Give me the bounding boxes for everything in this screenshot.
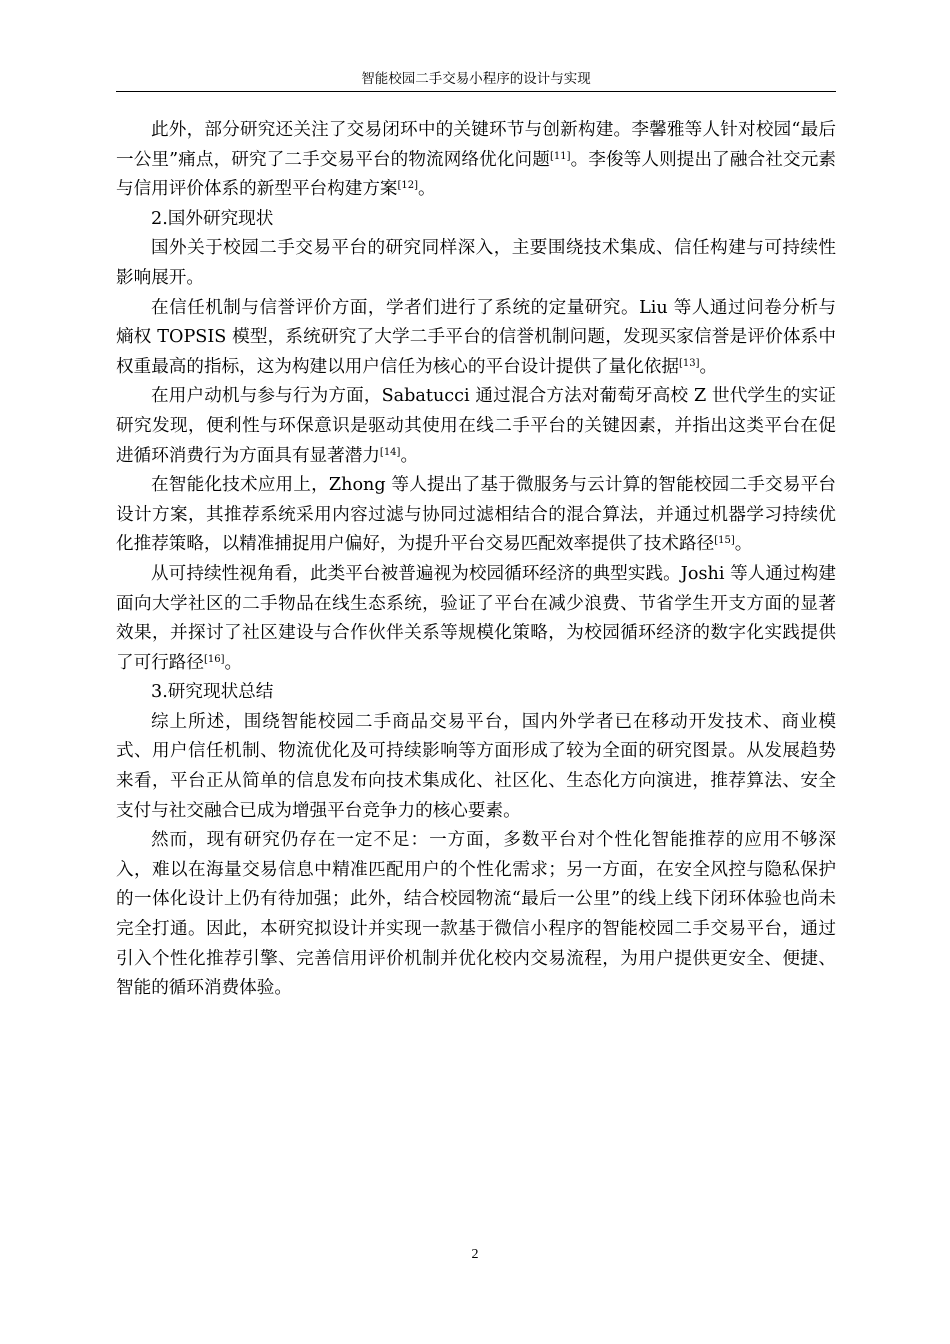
citation-16: [16]	[203, 653, 225, 665]
paragraph-sustainability	[116, 560, 836, 678]
paragraph-text: 。	[224, 652, 243, 673]
section-heading-foreign-research: 2.国外研究现状	[151, 208, 274, 229]
citation-12: [12]	[397, 180, 419, 192]
paragraph-domestic-logistics	[116, 116, 836, 205]
body-text	[116, 116, 836, 1004]
paragraph-text: 综上所述，围绕智能校园二手商品交易平台，国内外学者已在移动开发技术、商业模式、用户信任机制、物流优化及可持续影响等方面形成了较为全面的研究图景。从发展趋势来看，平台正从简单的信息发布向技术集成化、社区化、生态化方向演进，推荐算法、安全支付与社交融合已成为增强平台竞争力的核心要素。	[116, 711, 836, 821]
page-number: 2	[471, 1247, 479, 1262]
header-rule	[116, 91, 836, 92]
paragraph-text: 。李俊等人则提出了融合社交元素与信用评价体系的新型平台构建方案	[116, 149, 836, 200]
citation-15: [15]	[714, 535, 735, 547]
paragraph-text: 。	[400, 445, 419, 466]
paragraph-text: 此外，部分研究还关注了交易闭环中的关键环节与创新构建。李馨雅等人针对校园“最后一公里”痛点，研究了二手交易平台的物流网络优化问题	[116, 120, 836, 170]
paragraph-intelligent-tech	[116, 471, 836, 560]
paragraph-text: 。	[734, 534, 753, 555]
paragraph-foreign-overview	[116, 234, 836, 293]
paragraph-shortcomings	[116, 826, 836, 1004]
paragraph-text: 在智能化技术应用上，Zhong 等人提出了基于微服务与云计算的智能校园二手交易平台设计方案，其推荐系统采用内容过滤与协同过滤相结合的混合算法，并通过机器学习持续优化推荐策略，以精准捕捉用户偏好，为提升平台交易匹配效率提供了技术路径	[116, 475, 836, 555]
paragraph-text: 国外关于校园二手交易平台的研究同样深入，主要围绕技术集成、信任构建与可持续性影响展开。	[116, 238, 836, 288]
paragraph-trust-mechanism	[116, 294, 836, 383]
paragraph-text: 在信任机制与信誉评价方面，学者们进行了系统的定量研究。Liu 等人通过问卷分析与熵权 TOPSIS 模型，系统研究了大学二手平台的信誉机制问题，发现买家信誉是评价体系中权重最高的指标，这为构建以用户信任为核心的平台设计提供了量化依据	[116, 297, 836, 377]
paragraph-text: 在用户动机与参与行为方面，Sabatucci 通过混合方法对葡萄牙高校 Z 世代学生的实证研究发现，便利性与环保意识是驱动其使用在线二手平台的关键因素，并指出这类平台在促进循环消费行为方面具有显著潜力	[116, 386, 836, 466]
paragraph-user-motivation	[116, 382, 836, 471]
running-header: 智能校园二手交易小程序的设计与实现	[361, 71, 591, 87]
citation-11: [11]	[549, 150, 571, 162]
paragraph-text: 。	[699, 356, 718, 377]
citation-14: [14]	[379, 446, 401, 458]
paragraph-text: 从可持续性视角看，此类平台被普遍视为校园循环经济的典型实践。Joshi 等人通过构建面向大学社区的二手物品在线生态系统，验证了平台在减少浪费、节省学生开支方面的显著效果，并探讨了社区建设与合作伙伴关系等规模化策略，为校园循环经济的数字化实践提供了可行路径	[116, 563, 836, 673]
section-heading-summary: 3.研究现状总结	[151, 682, 274, 703]
paragraph-text: 然而，现有研究仍存在一定不足：一方面，多数平台对个性化智能推荐的应用不够深入，难以在海量交易信息中精准匹配用户的个性化需求；另一方面，在安全风控与隐私保护的一体化设计上仍有待加强；此外，结合校园物流“最后一公里”的线上线下闭环体验也尚未完全打通。因此，本研究拟设计并实现一款基于微信小程序的智能校园二手交易平台，通过引入个性化推荐引擎、完善信用评价机制并优化校内交易流程，为用户提供更安全、便捷、智能的循环消费体验。	[116, 830, 836, 999]
citation-13: [13]	[679, 357, 700, 369]
paragraph-summary	[116, 708, 836, 826]
paragraph-text: 。	[418, 179, 436, 200]
